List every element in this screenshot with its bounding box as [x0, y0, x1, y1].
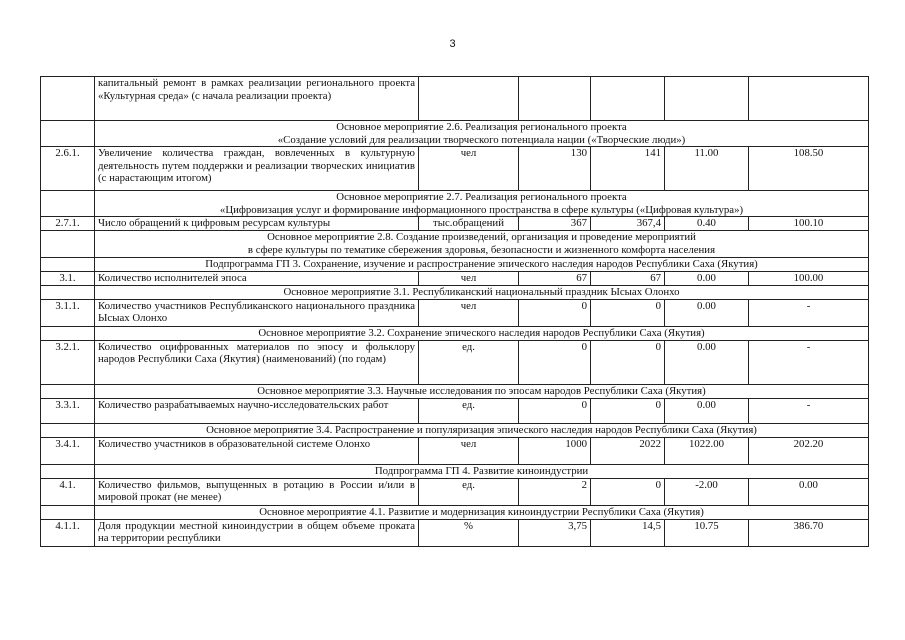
table-row	[41, 519, 869, 546]
actual-value: 367,4	[591, 217, 665, 231]
actual-value: 2022	[591, 437, 665, 464]
section-title: Подпрограмма ГП 3. Сохранение, изучение и распространение эпического наследия народов Республики Саха (Якутия)	[95, 257, 869, 271]
completion-percent: 100.10	[749, 217, 869, 231]
section-title: Подпрограмма ГП 4. Развитие киноиндустрии	[95, 464, 869, 478]
deviation-value: 0.00	[665, 340, 749, 384]
table-row	[41, 147, 869, 191]
completion-percent: 202.20	[749, 437, 869, 464]
section-number-cell	[41, 505, 95, 519]
actual-value: 67	[591, 271, 665, 285]
section-number-cell	[41, 326, 95, 340]
planned-value: 0	[519, 340, 591, 384]
section-header-row	[41, 326, 869, 340]
section-title: Основное мероприятие 3.4. Распространение и популяризация эпического наследия народов Республики Саха (Якутия)	[95, 423, 869, 437]
section-number-cell	[41, 384, 95, 398]
deviation-value	[665, 77, 749, 121]
row-number: 4.1.	[41, 478, 95, 505]
indicator-name: Доля продукции местной киноиндустрии в общем объеме проката на территории республики	[95, 519, 419, 546]
actual-value: 14,5	[591, 519, 665, 546]
section-number-cell	[41, 285, 95, 299]
section-number-cell	[41, 121, 95, 147]
section-title: Основное мероприятие 3.1. Республиканский национальный праздник Ысыах Олонхо	[95, 285, 869, 299]
unit-of-measure: %	[419, 519, 519, 546]
completion-percent: 108.50	[749, 147, 869, 191]
completion-percent: 100.00	[749, 271, 869, 285]
page-number: 3	[449, 38, 456, 50]
table-row	[41, 299, 869, 326]
completion-percent: 386.70	[749, 519, 869, 546]
deviation-value: 11.00	[665, 147, 749, 191]
deviation-value: -2.00	[665, 478, 749, 505]
unit-of-measure: ед.	[419, 398, 519, 423]
completion-percent: -	[749, 340, 869, 384]
table-row	[41, 478, 869, 505]
row-number: 3.1.	[41, 271, 95, 285]
actual-value: 0	[591, 299, 665, 326]
table-body	[41, 77, 869, 547]
planned-value: 0	[519, 398, 591, 423]
table-row	[41, 77, 869, 121]
planned-value: 2	[519, 478, 591, 505]
section-title: Основное мероприятие 2.6. Реализация регионального проекта «Создание условий для реализации творческого потенциала нации («Творческие люди»)	[95, 121, 869, 147]
section-number-cell	[41, 423, 95, 437]
table-row	[41, 271, 869, 285]
actual-value	[591, 77, 665, 121]
row-number	[41, 77, 95, 121]
indicator-name: Количество разрабатываемых научно-исследовательских работ	[95, 398, 419, 423]
deviation-value: 0.00	[665, 271, 749, 285]
section-header-row	[41, 464, 869, 478]
row-number: 3.2.1.	[41, 340, 95, 384]
unit-of-measure: чел	[419, 271, 519, 285]
section-header-row	[41, 191, 869, 217]
indicators-table	[40, 76, 869, 547]
section-title: Основное мероприятие 2.8. Создание произведений, организация и проведение мероприятий в сфере культуры по тематике сбережения здоровья, безопасности и жизненного комфорта населения	[95, 231, 869, 257]
section-title: Основное мероприятие 2.7. Реализация регионального проекта «Цифровизация услуг и формирование информационного пространства в сфере культуры («Цифровая культура»)	[95, 191, 869, 217]
actual-value: 0	[591, 340, 665, 384]
row-number: 3.1.1.	[41, 299, 95, 326]
table-row	[41, 398, 869, 423]
table-row	[41, 437, 869, 464]
indicator-name: Количество исполнителей эпоса	[95, 271, 419, 285]
section-header-row	[41, 384, 869, 398]
unit-of-measure: чел	[419, 147, 519, 191]
row-number: 4.1.1.	[41, 519, 95, 546]
section-number-cell	[41, 231, 95, 257]
row-number: 2.7.1.	[41, 217, 95, 231]
section-header-row	[41, 231, 869, 257]
planned-value: 367	[519, 217, 591, 231]
row-number: 2.6.1.	[41, 147, 95, 191]
actual-value: 0	[591, 398, 665, 423]
section-number-cell	[41, 464, 95, 478]
indicator-name: Количество участников в образовательной системе Олонхо	[95, 437, 419, 464]
planned-value: 67	[519, 271, 591, 285]
indicator-name: капитальный ремонт в рамках реализации регионального проекта «Культурная среда» (с начала реализации проекта)	[95, 77, 419, 121]
section-number-cell	[41, 191, 95, 217]
deviation-value: 10.75	[665, 519, 749, 546]
indicator-name: Количество участников Республиканского национального праздника Ысыах Олонхо	[95, 299, 419, 326]
section-header-row	[41, 257, 869, 271]
indicator-name: Увеличение количества граждан, вовлеченных в культурную деятельность путем поддержки и реализации творческих инициатив (с нарастающим итогом)	[95, 147, 419, 191]
planned-value: 1000	[519, 437, 591, 464]
section-title: Основное мероприятие 3.3. Научные исследования по эпосам народов Республики Саха (Якутия)	[95, 384, 869, 398]
unit-of-measure: ед.	[419, 340, 519, 384]
unit-of-measure: ед.	[419, 478, 519, 505]
planned-value: 130	[519, 147, 591, 191]
section-number-cell	[41, 257, 95, 271]
completion-percent	[749, 77, 869, 121]
row-number: 3.3.1.	[41, 398, 95, 423]
section-header-row	[41, 285, 869, 299]
section-title: Основное мероприятие 4.1. Развитие и модернизация киноиндустрии Республики Саха (Якутия)	[95, 505, 869, 519]
deviation-value: 0.00	[665, 299, 749, 326]
deviation-value: 0.40	[665, 217, 749, 231]
planned-value	[519, 77, 591, 121]
indicator-name: Количество фильмов, выпущенных в ротацию в России и/или в мировой прокат (не менее)	[95, 478, 419, 505]
indicator-name: Число обращений к цифровым ресурсам культуры	[95, 217, 419, 231]
table-row	[41, 217, 869, 231]
deviation-value: 1022.00	[665, 437, 749, 464]
section-header-row	[41, 121, 869, 147]
actual-value: 0	[591, 478, 665, 505]
unit-of-measure	[419, 77, 519, 121]
unit-of-measure: тыс.обращений	[419, 217, 519, 231]
unit-of-measure: чел	[419, 299, 519, 326]
completion-percent: 0.00	[749, 478, 869, 505]
planned-value: 3,75	[519, 519, 591, 546]
unit-of-measure: чел	[419, 437, 519, 464]
section-header-row	[41, 505, 869, 519]
indicator-name: Количество оцифрованных материалов по эпосу и фольклору народов Республики Саха (Якутия) (наименований) (по годам)	[95, 340, 419, 384]
section-header-row	[41, 423, 869, 437]
actual-value: 141	[591, 147, 665, 191]
section-title: Основное мероприятие 3.2. Сохранение эпического наследия народов Республики Саха (Якутия)	[95, 326, 869, 340]
table-row	[41, 340, 869, 384]
row-number: 3.4.1.	[41, 437, 95, 464]
planned-value: 0	[519, 299, 591, 326]
completion-percent: -	[749, 398, 869, 423]
deviation-value: 0.00	[665, 398, 749, 423]
completion-percent: -	[749, 299, 869, 326]
